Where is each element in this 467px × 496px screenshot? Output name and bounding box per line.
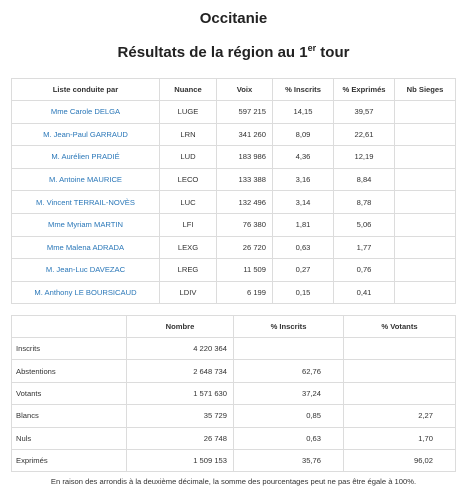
pct-inscrits-cell: 3,16 [273,168,334,191]
col-header-pct-inscrits: % Inscrits [273,79,334,101]
col-header-nb-sieges: Nb Sieges [395,79,456,101]
pct-inscrits-cell: 0,27 [273,259,334,282]
nb-sieges-cell [395,101,456,124]
results-row [12,281,456,304]
results-title-sup: er [307,43,317,53]
col-header-pct-exprimes: % Exprimés [334,79,395,101]
pct-inscrits-cell [234,338,344,360]
nuance-cell: LREG [160,259,217,282]
nombre-cell: 2 648 734 [127,360,234,382]
results-title [0,44,467,61]
results-row [12,146,456,169]
nuance-cell: LUGE [160,101,217,124]
nuance-cell: LUC [160,191,217,214]
results-row [12,213,456,236]
nb-sieges-cell [395,213,456,236]
nb-sieges-cell [395,123,456,146]
totals-label-cell: Inscrits [12,338,127,360]
list-leader-link[interactable]: Mme Carole DELGA [12,101,160,124]
pct-exprimes-cell: 12,19 [334,146,395,169]
pct-inscrits-cell: 35,76 [234,449,344,471]
pct-inscrits-cell: 14,15 [273,101,334,124]
nombre-cell: 1 509 153 [127,449,234,471]
pct-inscrits-cell: 37,24 [234,382,344,404]
nb-sieges-cell [395,281,456,304]
col-header-nuance: Nuance [160,79,217,101]
col-header-list: Liste conduite par [12,79,160,101]
nb-sieges-cell [395,259,456,282]
pct-exprimes-cell: 39,57 [334,101,395,124]
pct-inscrits-cell: 1,81 [273,213,334,236]
rounding-footnote: En raison des arrondis à la deuxième décimale, la somme des pourcentages peut ne pas être égale à 100%. [50,477,417,486]
list-leader-link[interactable]: M. Vincent TERRAIL-NOVÈS [12,191,160,214]
nuance-cell: LRN [160,123,217,146]
totals-label-cell: Abstentions [12,360,127,382]
totals-label-cell: Votants [12,382,127,404]
totals-header-row [12,316,456,338]
nombre-cell: 35 729 [127,405,234,427]
pct-inscrits-cell: 3,14 [273,191,334,214]
pct-votants-cell [344,382,456,404]
results-header-row [12,79,456,101]
pct-votants-cell: 2,27 [344,405,456,427]
voix-cell: 76 380 [217,213,273,236]
nb-sieges-cell [395,146,456,169]
list-leader-link[interactable]: M. Aurélien PRADIÉ [12,146,160,169]
pct-inscrits-cell: 0,15 [273,281,334,304]
list-leader-link[interactable]: Mme Myriam MARTIN [12,213,160,236]
voix-cell: 11 509 [217,259,273,282]
col-header-pct-votants: % Votants [344,316,456,338]
totals-row [12,405,456,427]
col-header-pct-inscrits: % Inscrits [234,316,344,338]
voix-cell: 341 260 [217,123,273,146]
results-row [12,101,456,124]
pct-exprimes-cell: 5,06 [334,213,395,236]
col-header-blank [12,316,127,338]
nombre-cell: 26 748 [127,427,234,449]
totals-row [12,427,456,449]
totals-row [12,382,456,404]
col-header-nombre: Nombre [127,316,234,338]
results-title-text: Résultats de la région au 1 [117,44,308,61]
nuance-cell: LDIV [160,281,217,304]
nombre-cell: 4 220 364 [127,338,234,360]
nuance-cell: LFI [160,213,217,236]
pct-inscrits-cell: 0,63 [273,236,334,259]
pct-inscrits-cell: 4,36 [273,146,334,169]
voix-cell: 133 388 [217,168,273,191]
pct-exprimes-cell: 8,78 [334,191,395,214]
col-header-voix: Voix [217,79,273,101]
totals-row [12,449,456,471]
totals-row [12,338,456,360]
voix-cell: 183 986 [217,146,273,169]
list-leader-link[interactable]: M. Antoine MAURICE [12,168,160,191]
nombre-cell: 1 571 630 [127,382,234,404]
pct-exprimes-cell: 8,84 [334,168,395,191]
nuance-cell: LUD [160,146,217,169]
voix-cell: 597 215 [217,101,273,124]
results-table [11,78,456,304]
results-row [12,123,456,146]
pct-exprimes-cell: 22,61 [334,123,395,146]
voix-cell: 26 720 [217,236,273,259]
list-leader-link[interactable]: M. Jean-Paul GARRAUD [12,123,160,146]
results-row [12,168,456,191]
nuance-cell: LECO [160,168,217,191]
pct-inscrits-cell: 0,85 [234,405,344,427]
list-leader-link[interactable]: Mme Malena ADRADA [12,236,160,259]
totals-label-cell: Exprimés [12,449,127,471]
nb-sieges-cell [395,168,456,191]
voix-cell: 6 199 [217,281,273,304]
results-row [12,236,456,259]
results-row [12,191,456,214]
pct-inscrits-cell: 0,63 [234,427,344,449]
pct-inscrits-cell: 8,09 [273,123,334,146]
totals-label-cell: Blancs [12,405,127,427]
voix-cell: 132 496 [217,191,273,214]
results-row [12,259,456,282]
nb-sieges-cell [395,191,456,214]
totals-row [12,360,456,382]
pct-exprimes-cell: 1,77 [334,236,395,259]
pct-votants-cell [344,338,456,360]
pct-votants-cell: 96,02 [344,449,456,471]
nb-sieges-cell [395,236,456,259]
totals-table [11,315,456,472]
totals-label-cell: Nuls [12,427,127,449]
pct-inscrits-cell: 62,76 [234,360,344,382]
nuance-cell: LEXG [160,236,217,259]
pct-votants-cell: 1,70 [344,427,456,449]
results-title-end: tour [316,44,350,61]
pct-exprimes-cell: 0,76 [334,259,395,282]
pct-votants-cell [344,360,456,382]
region-title: Occitanie [199,10,268,27]
pct-exprimes-cell: 0,41 [334,281,395,304]
list-leader-link[interactable]: M. Jean-Luc DAVEZAC [12,259,160,282]
list-leader-link[interactable]: M. Anthony LE BOURSICAUD [12,281,160,304]
